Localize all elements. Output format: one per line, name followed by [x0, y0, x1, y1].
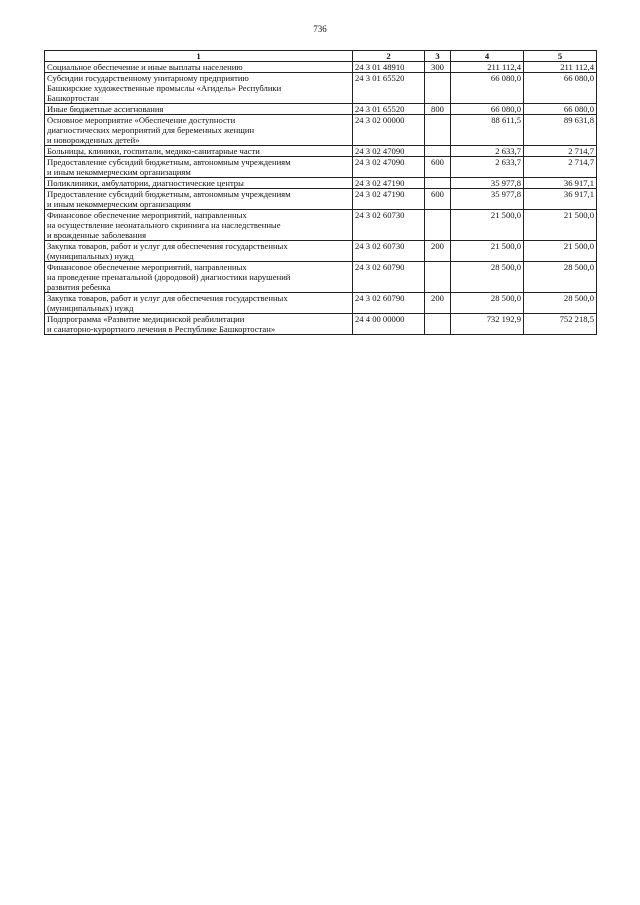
row-amount-2-cell: 752 218,5 [524, 314, 597, 335]
row-amount-1-cell: 88 611,5 [451, 115, 524, 146]
row-amount-2-cell: 66 080,0 [524, 104, 597, 115]
table-row [45, 157, 597, 178]
budget-table [44, 50, 597, 335]
row-code-cell: 24 4 00 00000 [353, 314, 425, 335]
row-name-cell: Закупка товаров, работ и услуг для обеспечения государственных (муниципальных) нужд [45, 293, 353, 314]
row-amount-1-cell: 28 500,0 [451, 262, 524, 293]
table-row [45, 104, 597, 115]
row-amount-2-cell: 36 917,1 [524, 189, 597, 210]
row-amount-1-cell: 732 192,9 [451, 314, 524, 335]
row-amount-2-cell: 28 500,0 [524, 262, 597, 293]
page-number: 736 [313, 24, 327, 34]
table-row [45, 62, 597, 73]
table-row [45, 146, 597, 157]
row-type-cell [425, 146, 451, 157]
row-amount-1-cell: 211 112,4 [451, 62, 524, 73]
row-code-cell: 24 3 01 48910 [353, 62, 425, 73]
row-amount-1-cell: 21 500,0 [451, 210, 524, 241]
row-type-cell: 200 [425, 293, 451, 314]
row-amount-1-cell: 35 977,8 [451, 178, 524, 189]
row-name-cell: Предоставление субсидий бюджетным, автономным учреждениям и иным некоммерческим организациям [45, 157, 353, 178]
row-code-cell: 24 3 02 60790 [353, 262, 425, 293]
row-type-cell: 200 [425, 241, 451, 262]
row-amount-1-cell: 2 633,7 [451, 146, 524, 157]
row-code-cell: 24 3 01 65520 [353, 104, 425, 115]
row-code-cell: 24 3 02 00000 [353, 115, 425, 146]
table-row [45, 189, 597, 210]
row-code-cell: 24 3 02 47090 [353, 146, 425, 157]
row-amount-2-cell: 89 631,8 [524, 115, 597, 146]
row-name-cell: Основное мероприятие «Обеспечение доступности диагностических мероприятий для беременных женщин и новорожденных детей» [45, 115, 353, 146]
row-amount-1-cell: 35 977,8 [451, 189, 524, 210]
row-amount-2-cell: 28 500,0 [524, 293, 597, 314]
table-body [45, 62, 597, 335]
table-row [45, 73, 597, 104]
row-type-cell [425, 262, 451, 293]
row-code-cell: 24 3 02 47190 [353, 189, 425, 210]
row-type-cell: 800 [425, 104, 451, 115]
row-amount-1-cell: 66 080,0 [451, 73, 524, 104]
row-amount-2-cell: 2 714,7 [524, 157, 597, 178]
row-type-cell [425, 178, 451, 189]
row-code-cell: 24 3 01 65520 [353, 73, 425, 104]
table-row [45, 314, 597, 335]
row-type-cell [425, 314, 451, 335]
row-name-cell: Социальное обеспечение и иные выплаты населению [45, 62, 353, 73]
row-name-cell: Иные бюджетные ассигнования [45, 104, 353, 115]
row-amount-2-cell: 21 500,0 [524, 241, 597, 262]
table-row [45, 241, 597, 262]
row-amount-2-cell: 66 080,0 [524, 73, 597, 104]
row-code-cell: 24 3 02 60730 [353, 210, 425, 241]
table-row [45, 178, 597, 189]
table-row [45, 293, 597, 314]
row-name-cell: Закупка товаров, работ и услуг для обеспечения государственных (муниципальных) нужд [45, 241, 353, 262]
row-amount-1-cell: 66 080,0 [451, 104, 524, 115]
row-code-cell: 24 3 02 60730 [353, 241, 425, 262]
row-code-cell: 24 3 02 47190 [353, 178, 425, 189]
table-row [45, 210, 597, 241]
row-type-cell [425, 73, 451, 104]
row-code-cell: 24 3 02 60790 [353, 293, 425, 314]
row-type-cell: 600 [425, 189, 451, 210]
row-type-cell [425, 210, 451, 241]
column-header-code: 2 [353, 51, 425, 62]
row-amount-1-cell: 21 500,0 [451, 241, 524, 262]
row-name-cell: Больницы, клиники, госпитали, медико-санитарные части [45, 146, 353, 157]
row-amount-2-cell: 21 500,0 [524, 210, 597, 241]
row-amount-1-cell: 28 500,0 [451, 293, 524, 314]
row-type-cell: 300 [425, 62, 451, 73]
row-type-cell [425, 115, 451, 146]
row-name-cell: Финансовое обеспечение мероприятий, направленных на проведение пренатальной (дородовой) диагностики нарушений развития ребенка [45, 262, 353, 293]
row-amount-2-cell: 36 917,1 [524, 178, 597, 189]
row-amount-2-cell: 2 714,7 [524, 146, 597, 157]
row-amount-2-cell: 211 112,4 [524, 62, 597, 73]
table-row [45, 115, 597, 146]
column-header-type: 3 [425, 51, 451, 62]
column-header-amount-2: 5 [524, 51, 597, 62]
row-type-cell: 600 [425, 157, 451, 178]
row-name-cell: Финансовое обеспечение мероприятий, направленных на осуществление неонатального скрининга на наследственные и врожденные заболевания [45, 210, 353, 241]
row-name-cell: Предоставление субсидий бюджетным, автономным учреждениям и иным некоммерческим организациям [45, 189, 353, 210]
table-row [45, 262, 597, 293]
table-header-row [45, 51, 597, 62]
row-name-cell: Подпрограмма «Развитие медицинской реабилитации и санаторно-курортного лечения в Республике Башкортостан» [45, 314, 353, 335]
row-name-cell: Поликлиники, амбулатории, диагностические центры [45, 178, 353, 189]
column-header-name: 1 [45, 51, 353, 62]
row-amount-1-cell: 2 633,7 [451, 157, 524, 178]
row-code-cell: 24 3 02 47090 [353, 157, 425, 178]
column-header-amount-1: 4 [451, 51, 524, 62]
row-name-cell: Субсидии государственному унитарному предприятию Башкирские художественные промыслы «Агидель» Республики Башкортостан [45, 73, 353, 104]
